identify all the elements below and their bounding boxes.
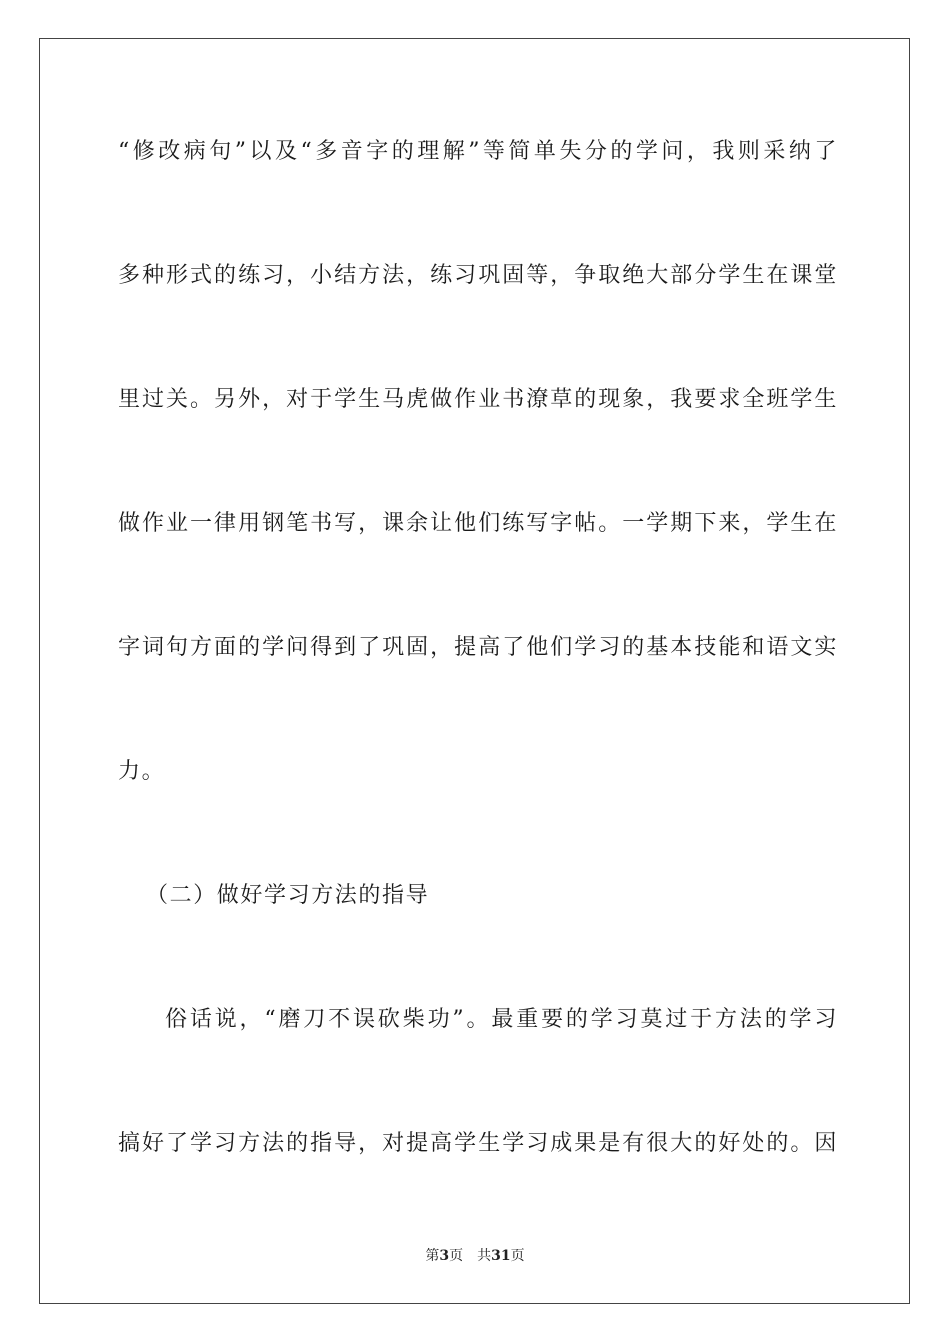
paragraph-line: 做作业一律用钢笔书写，课余让他们练写字帖。一学期下来，学生在 bbox=[118, 511, 838, 536]
page-border bbox=[39, 38, 910, 1304]
page-footer bbox=[0, 1246, 950, 1266]
total-prefix: 共 bbox=[477, 1248, 492, 1264]
paragraph-line: 多种形式的练习，小结方法，练习巩固等，争取绝大部分学生在课堂 bbox=[118, 263, 838, 288]
page-number: 3 bbox=[439, 1248, 450, 1264]
total-pages: 31 bbox=[491, 1248, 511, 1264]
paragraph-line: 力。 bbox=[118, 759, 166, 784]
page-prefix: 第 bbox=[425, 1248, 440, 1264]
total-suffix: 页 bbox=[510, 1248, 525, 1264]
section-heading: （二）做好学习方法的指导 bbox=[146, 883, 430, 908]
page-suffix: 页 bbox=[449, 1248, 464, 1264]
paragraph-line: 字词句方面的学问得到了巩固，提高了他们学习的基本技能和语文实 bbox=[118, 635, 838, 660]
paragraph-line: 搞好了学习方法的指导，对提高学生学习成果是有很大的好处的。因 bbox=[118, 1131, 838, 1156]
paragraph-line: “修改病句”以及“多音字的理解”等简单失分的学问，我则采纳了 bbox=[118, 139, 838, 164]
paragraph-line: 俗话说，“磨刀不误砍柴功”。最重要的学习莫过于方法的学习 bbox=[165, 1007, 838, 1032]
paragraph-line: 里过关。另外，对于学生马虎做作业书潦草的现象，我要求全班学生 bbox=[118, 387, 838, 412]
